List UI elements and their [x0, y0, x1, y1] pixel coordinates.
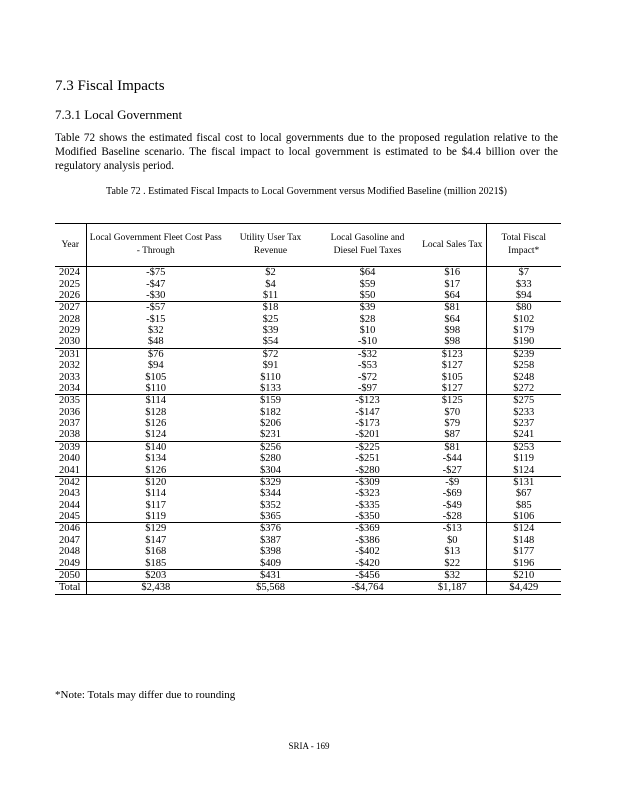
- table-cell: -$280: [316, 464, 419, 476]
- table-cell: $91: [262, 360, 279, 372]
- table-row: [55, 302, 561, 314]
- table-header-row: [55, 224, 561, 267]
- table-cell: $131: [486, 476, 561, 488]
- table-cell: $102: [486, 314, 561, 325]
- table-cell: $203: [145, 569, 167, 581]
- table-row: [55, 441, 561, 453]
- row-label-cell: 2029: [55, 325, 86, 336]
- table-cell: $329: [260, 476, 281, 488]
- row-label-cell: 2024: [55, 267, 86, 279]
- table-cell: $387: [260, 534, 281, 546]
- table-row: [55, 371, 561, 382]
- table-cell: $168: [145, 546, 167, 558]
- table-cell: -$323: [355, 488, 380, 500]
- table-cell: $210: [486, 569, 561, 581]
- table-cell: $134: [145, 453, 167, 465]
- table-cell: $275: [486, 395, 561, 407]
- row-label-cell: 2027: [55, 302, 86, 314]
- table-cell: $54: [225, 336, 316, 348]
- table-cell: $124: [486, 464, 561, 476]
- table-cell: $22: [419, 557, 486, 569]
- table-cell: $16: [444, 267, 461, 279]
- row-label-cell: 2032: [55, 360, 86, 371]
- table-cell: -$225: [355, 441, 380, 453]
- row-label-cell: 2039: [55, 441, 86, 453]
- table-cell: $64: [359, 267, 376, 279]
- table-row: [55, 569, 561, 581]
- row-label-cell: 2040: [55, 453, 86, 464]
- table-cell: $233: [486, 407, 561, 418]
- table-cell: $196: [486, 557, 561, 569]
- table-cell: -$386: [355, 534, 380, 546]
- table-row: [55, 535, 561, 546]
- table-cell: $140: [145, 441, 167, 453]
- table-cell: $81: [444, 441, 461, 453]
- header-cell: Year: [55, 224, 86, 267]
- table-row: [55, 395, 561, 407]
- table-cell: -$251: [355, 453, 380, 465]
- table-cell: $0: [447, 534, 458, 546]
- table-row: [55, 429, 561, 441]
- table-cell: -$15: [146, 313, 166, 325]
- table-cell: $50: [316, 290, 419, 302]
- table-cell: $409: [225, 557, 316, 569]
- table-cell: $48: [86, 336, 225, 348]
- table-cell: -$173: [355, 418, 380, 430]
- table-cell: $98: [419, 336, 486, 348]
- table-cell: -$49: [442, 499, 462, 511]
- table-cell: -$350: [316, 511, 419, 523]
- table-cell: $39: [359, 302, 376, 314]
- row-label-cell: 2041: [55, 464, 86, 476]
- table-caption: Table 72 . Estimated Fiscal Impacts to Local Government versus Modified Baseline (million 2021$): [106, 186, 507, 197]
- table-cell: -$72: [357, 371, 378, 383]
- table-row: [55, 383, 561, 395]
- table-cell: $64: [419, 290, 486, 302]
- table-cell: $123: [441, 348, 463, 360]
- table-cell: $304: [225, 464, 316, 476]
- row-label-cell: 2036: [55, 407, 86, 418]
- table-cell: $98: [444, 325, 461, 337]
- table-cell: $28: [359, 313, 376, 325]
- table-cell: -$456: [355, 569, 380, 581]
- table-cell: $365: [225, 511, 316, 523]
- table-cell: $87: [419, 429, 486, 441]
- table-cell: $33: [486, 278, 561, 289]
- table-cell: $241: [486, 429, 561, 441]
- table-cell: $114: [145, 395, 167, 407]
- header-cell: Utility User Tax Revenue: [239, 233, 302, 256]
- table-cell: $256: [260, 441, 281, 453]
- table-cell: -$420: [316, 557, 419, 569]
- table-row: [55, 511, 561, 523]
- table-cell: $81: [444, 302, 461, 314]
- table-cell: $126: [145, 418, 167, 430]
- table-row: [55, 290, 561, 302]
- section-heading: 7.3 Fiscal Impacts: [55, 78, 165, 94]
- header-cell: Local Gasoline and Diesel Fuel Taxes: [330, 233, 405, 256]
- table-row: [55, 500, 561, 511]
- table-cell: $114: [145, 488, 167, 500]
- table-cell: $2: [265, 267, 276, 279]
- row-label-cell: Total: [55, 582, 86, 594]
- table-cell: $94: [147, 360, 164, 372]
- table-row: [55, 464, 561, 476]
- table-cell: $67: [486, 488, 561, 499]
- header-cell: Local Government Fleet Cost Pass - Through: [89, 233, 222, 256]
- table-cell: $237: [486, 418, 561, 429]
- table-row: [55, 360, 561, 371]
- row-label-cell: 2048: [55, 546, 86, 557]
- table-row: [55, 418, 561, 429]
- table-cell: -$97: [316, 383, 419, 395]
- table-cell: -$44: [442, 453, 462, 465]
- row-label-cell: 2047: [55, 535, 86, 546]
- table-cell: $7: [486, 267, 561, 279]
- table-row: [55, 546, 561, 557]
- table-cell: $119: [86, 511, 225, 523]
- table-cell: $248: [486, 371, 561, 382]
- table-cell: -$9: [445, 476, 460, 488]
- table-cell: $182: [260, 406, 281, 418]
- table-cell: $179: [486, 325, 561, 336]
- table-cell: $190: [486, 336, 561, 348]
- table-cell: -$201: [316, 429, 419, 441]
- table-cell: $4: [265, 278, 276, 290]
- row-label-cell: 2043: [55, 488, 86, 499]
- table-cell: -$53: [357, 360, 378, 372]
- table-cell: $159: [260, 395, 281, 407]
- table-cell: $352: [260, 499, 281, 511]
- table-row: [55, 453, 561, 464]
- row-label-cell: 2045: [55, 511, 86, 523]
- table-row: [55, 267, 561, 279]
- table-row: [55, 557, 561, 569]
- table-cell: $5,568: [225, 582, 316, 594]
- row-label-cell: 2030: [55, 336, 86, 348]
- table-cell: $280: [260, 453, 281, 465]
- row-label-cell: 2031: [55, 348, 86, 360]
- table-cell: $127: [419, 383, 486, 395]
- table-cell: -$30: [86, 290, 225, 302]
- table-cell: -$13: [442, 523, 462, 535]
- header-cell: Local Sales Tax: [422, 239, 483, 250]
- table-cell: $17: [444, 278, 461, 290]
- table-cell: $124: [486, 523, 561, 535]
- table-cell: $106: [486, 511, 561, 523]
- table-cell: -$123: [355, 395, 380, 407]
- table-row: [55, 488, 561, 499]
- table-cell: $70: [444, 406, 461, 418]
- table-row: [55, 325, 561, 336]
- table-cell: -$32: [357, 348, 378, 360]
- table-cell: $185: [86, 557, 225, 569]
- table-cell: $4,429: [486, 582, 561, 594]
- table-cell: $128: [145, 406, 167, 418]
- row-label-cell: 2033: [55, 371, 86, 382]
- table-cell: $231: [225, 429, 316, 441]
- table-cell: $80: [486, 302, 561, 314]
- table-cell: $13: [444, 546, 461, 558]
- table-cell: $127: [441, 360, 463, 372]
- table-cell: $11: [225, 290, 316, 302]
- table-cell: -$369: [355, 523, 380, 535]
- table-row: [55, 278, 561, 289]
- table-cell: $85: [486, 500, 561, 511]
- table-cell: -$402: [355, 546, 380, 558]
- table-cell: $258: [486, 360, 561, 371]
- table-cell: $120: [145, 476, 167, 488]
- table-cell: $72: [262, 348, 279, 360]
- row-label-cell: 2028: [55, 314, 86, 325]
- table-row: [55, 336, 561, 348]
- table-total-row: [55, 582, 561, 594]
- table-row: [55, 348, 561, 360]
- table-cell: -$335: [355, 499, 380, 511]
- table-cell: $398: [260, 546, 281, 558]
- table-row: [55, 407, 561, 418]
- table-cell: -$10: [316, 336, 419, 348]
- table-cell: -$69: [442, 488, 462, 500]
- table-cell: -$4,764: [316, 582, 419, 594]
- table-cell: $125: [441, 395, 463, 407]
- table-cell: $133: [225, 383, 316, 395]
- table-cell: $94: [486, 290, 561, 302]
- subsection-heading: 7.3.1 Local Government: [55, 107, 183, 122]
- table-cell: $119: [486, 453, 561, 464]
- table-cell: $344: [260, 488, 281, 500]
- table-cell: $105: [441, 371, 463, 383]
- row-label-cell: 2049: [55, 557, 86, 569]
- table-note: *Note: Totals may differ due to rounding: [55, 689, 236, 701]
- fiscal-impacts-table: [55, 223, 561, 595]
- table-cell: $147: [145, 534, 167, 546]
- table-cell: $25: [262, 313, 279, 325]
- row-label-cell: 2050: [55, 569, 86, 581]
- table-row: [55, 523, 561, 535]
- row-label-cell: 2037: [55, 418, 86, 429]
- table-cell: $105: [145, 371, 167, 383]
- table-cell: $76: [147, 348, 164, 360]
- table-cell: -$28: [419, 511, 486, 523]
- table-cell: $110: [86, 383, 225, 395]
- table-cell: $253: [486, 441, 561, 453]
- table-cell: -$147: [355, 406, 380, 418]
- page-footer: SRIA - 169: [288, 741, 330, 751]
- table-cell: $32: [147, 325, 164, 337]
- table-row: [55, 476, 561, 488]
- table-cell: -$27: [419, 464, 486, 476]
- table-cell: $117: [145, 499, 167, 511]
- table-cell: $124: [86, 429, 225, 441]
- table-cell: $32: [444, 569, 461, 581]
- table-cell: $10: [359, 325, 376, 337]
- table-cell: $376: [260, 523, 281, 535]
- header-cell: Total Fiscal Impact*: [486, 224, 561, 267]
- table-cell: -$57: [146, 302, 166, 314]
- row-label-cell: 2035: [55, 395, 86, 407]
- table-row: [55, 314, 561, 325]
- table-cell: $18: [262, 302, 279, 314]
- table-cell: -$75: [146, 267, 166, 279]
- table-cell: $239: [486, 348, 561, 360]
- table-cell: $206: [260, 418, 281, 430]
- table-cell: $126: [86, 464, 225, 476]
- row-label-cell: 2042: [55, 476, 86, 488]
- table-cell: $64: [444, 313, 461, 325]
- table-cell: $110: [260, 371, 281, 383]
- table-cell: $1,187: [419, 582, 486, 594]
- table-cell: -$47: [146, 278, 166, 290]
- row-label-cell: 2026: [55, 290, 86, 302]
- row-label-cell: 2044: [55, 500, 86, 511]
- table-cell: -$309: [355, 476, 380, 488]
- table-cell: $2,438: [86, 582, 225, 594]
- table-cell: $177: [486, 546, 561, 557]
- table-cell: $79: [444, 418, 461, 430]
- table-cell: $129: [145, 523, 167, 535]
- table-cell: $39: [262, 325, 279, 337]
- row-label-cell: 2046: [55, 523, 86, 535]
- table-cell: $431: [260, 569, 281, 581]
- table-cell: $59: [359, 278, 376, 290]
- row-label-cell: 2025: [55, 278, 86, 289]
- table-cell: $148: [486, 535, 561, 546]
- table-cell: $272: [486, 383, 561, 395]
- body-paragraph: Table 72 shows the estimated fiscal cost to local governments due to the proposed regulation relative to the Modified Baseline scenario. The fiscal impact to local government is estimated to be $4.4 billion over the regulatory analysis period.: [55, 132, 558, 172]
- row-label-cell: 2034: [55, 383, 86, 395]
- row-label-cell: 2038: [55, 429, 86, 441]
